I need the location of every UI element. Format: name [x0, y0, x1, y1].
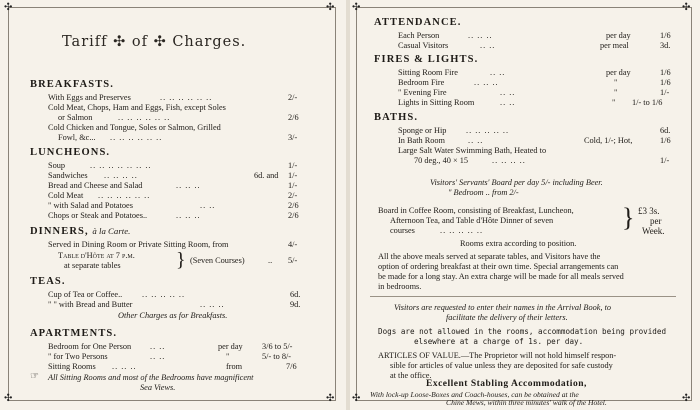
table-dhote-line: Table d'Hôte at 7 p.m. [58, 251, 135, 260]
fires-price: 1/6 [660, 68, 671, 77]
fires-item: Lights in Sitting Room [398, 98, 475, 107]
leader-dots: .. .. [468, 136, 484, 145]
rooms-extra: Rooms extra according to position. [460, 239, 577, 248]
apartment-price: 5/- to 8/- [262, 352, 292, 361]
luncheon-item: Cold Meat [48, 191, 84, 200]
tea-price: 6d. [290, 290, 301, 299]
leader-dots: .. .. .. [176, 181, 201, 190]
leader-dots: .. .. .. .. .. [142, 290, 186, 299]
board-price: per [650, 216, 662, 226]
leader-dots: .. .. .. [176, 211, 201, 220]
apartments-heading: APARTMENTS. [30, 328, 118, 339]
notes-text: in bedrooms. [378, 282, 422, 291]
fires-unit: " [614, 78, 618, 87]
apartment-item: Sitting Rooms [48, 362, 96, 371]
attendance-heading: ATTENDANCE. [374, 17, 462, 28]
breakfasts-heading: BREAKFASTS. [30, 79, 114, 90]
servants-board: Visitors' Servants' Board per day 5/- including Beer. [430, 178, 603, 187]
apartment-item: Bedroom for One Person [48, 342, 132, 351]
attendance-unit: per meal [600, 41, 629, 50]
dinner-price: 5/- [288, 256, 298, 265]
right-page [350, 0, 700, 410]
board-price: Week. [642, 226, 665, 236]
brace: } [622, 203, 635, 232]
luncheon-price: 2/6 [288, 211, 299, 220]
attendance-price: 1/6 [660, 31, 671, 40]
leader-dots: .. .. .. .. .. .. [110, 133, 163, 142]
leader-dots: .. .. .. [200, 300, 225, 309]
luncheons-heading: LUNCHEONS. [30, 147, 111, 158]
breakfast-item: or Salmon [58, 113, 93, 122]
table-dhote-courses: (Seven Courses) [190, 256, 245, 265]
leader-dots: .. .. .. .. .. .. [118, 113, 171, 122]
stabling-line: With lock-up Loose-Boxes and Coach-houses, can be obtained at the [370, 390, 579, 399]
tea-price: 9d. [290, 300, 301, 309]
fires-item: Sitting Room Fire [398, 68, 458, 77]
stabling-line: Chine Mews, within three minutes' walk of the Hotel. [446, 398, 607, 407]
attendance-price: 3d. [660, 41, 671, 50]
luncheon-item: Soup [48, 161, 66, 170]
leader-dots: .. .. .. .. .. [440, 226, 484, 235]
notes-text: be made for a long stay. An extra charge will be made for all meals served [378, 272, 624, 281]
corner-ornament: ✣ [352, 393, 361, 404]
fires-price: 1/- [660, 88, 670, 97]
apartment-price: 7/6 [286, 362, 297, 371]
fires-heading: FIRES & LIGHTS. [374, 54, 479, 65]
visitors-note: Visitors are requested to enter their names in the Arrival Book, to [394, 303, 612, 312]
leader-dots: .. .. .. .. .. [466, 126, 510, 135]
dinners-heading-suffix: à la Carte. [92, 226, 131, 236]
breakfast-price: 2/- [288, 93, 298, 102]
leader-dots: .. .. .. .. .. .. .. [90, 161, 152, 170]
leader-dots: .. .. [150, 342, 166, 351]
apartment-unit: per day [218, 342, 243, 351]
leader-dots: .. .. .. [112, 362, 137, 371]
fires-price: 1/- to 1/6 [632, 98, 663, 107]
breakfast-item: Cold Meat, Chops, Ham and Eggs, Fish, except Soles [48, 103, 226, 112]
tea-item: " " with Bread and Butter [48, 300, 133, 309]
leader-dots: .. .. .. [474, 78, 499, 87]
apartment-unit: " [226, 352, 230, 361]
baths-unit: Cold, 1/-; Hot, [584, 136, 633, 145]
board-price: £3 3s. [638, 206, 660, 216]
corner-ornament: ✣ [4, 2, 13, 13]
articles-label: ARTICLES OF VALUE. [378, 351, 461, 360]
corner-ornament: ✣ [682, 393, 691, 404]
board-text: courses [390, 226, 415, 235]
breakfast-price: 3/- [288, 133, 298, 142]
breakfast-item: With Eggs and Preserves [48, 93, 131, 102]
tariff-title: Tariff ✣ of ✣ Charges. [62, 34, 247, 50]
baths-item: Sponge or Hip [398, 126, 447, 135]
dinner-price: 4/- [288, 240, 298, 249]
leader-dots: .. .. .. .. [104, 171, 138, 180]
table-dhote-line: at separate tables [64, 261, 121, 270]
baths-item: Large Salt Water Swimming Bath, Heated to [398, 146, 547, 155]
leader-dots: .. .. [150, 352, 166, 361]
apartments-note: All Sitting Rooms and most of the Bedrooms have magnificent [48, 373, 254, 382]
notes-text: All the above meals served at separate tables, and Visitors have the [378, 252, 601, 261]
leader-dots: .. .. [480, 41, 496, 50]
luncheon-price: 2/6 [288, 201, 299, 210]
luncheon-item: Bread and Cheese and Salad [48, 181, 143, 190]
attendance-item: Casual Visitors [398, 41, 449, 50]
attendance-unit: per day [606, 31, 631, 40]
stabling-heading: Excellent Stabling Accommodation, [426, 379, 587, 389]
fires-price: 1/6 [660, 78, 671, 87]
leader-dots: .. .. .. .. .. .. [160, 93, 213, 102]
baths-heading: BATHS. [374, 112, 419, 123]
corner-ornament: ✣ [326, 393, 335, 404]
leader-dots: .. .. [490, 68, 506, 77]
dogs-note: elsewhere at a charge of 1s. per day. [414, 337, 584, 346]
divider [370, 296, 676, 297]
leader-dots: .. .. [500, 88, 516, 97]
breakfast-item: Cold Chicken and Tongue, Soles or Salmon, Grilled [48, 123, 221, 132]
left-page [0, 0, 346, 410]
corner-ornament: ✣ [326, 2, 335, 13]
teas-note: Other Charges as for Breakfasts. [118, 311, 228, 320]
visitors-note: facilitate the delivery of their letters. [446, 313, 568, 322]
fires-item: Bedroom Fire [398, 78, 445, 87]
leader-dots: .. .. .. .. [492, 156, 526, 165]
servants-bedroom: " Bedroom .. from 2/- [448, 188, 519, 197]
baths-price: 1/- [660, 156, 670, 165]
luncheon-price: 1/- [288, 181, 298, 190]
fires-unit: " [612, 98, 616, 107]
articles-text [378, 351, 616, 361]
breakfast-price: 2/6 [288, 113, 299, 122]
leader-dots: .. .. .. [468, 31, 493, 40]
leader-dots: .. .. .. .. .. .. [98, 191, 151, 200]
fires-unit: per day [606, 68, 631, 77]
dinner-item: Served in Dining Room or Private Sitting Room, from [48, 240, 229, 249]
dinners-heading-text: DINNERS, [30, 226, 89, 237]
teas-heading: TEAS. [30, 276, 66, 287]
corner-ornament: ✣ [682, 2, 691, 13]
fires-unit: " [614, 88, 618, 97]
baths-price: 6d. [660, 126, 671, 135]
baths-item: 70 deg., 40 × 15 [414, 156, 468, 165]
luncheon-item: Chops or Steak and Potatoes.. [48, 211, 148, 220]
articles-line: at the office. [390, 371, 432, 380]
baths-item: In Bath Room [398, 136, 446, 145]
luncheon-item: " with Salad and Potatoes [48, 201, 133, 210]
apartment-price: 3/6 to 5/- [262, 342, 293, 351]
dinners-heading [30, 226, 130, 237]
apartments-note: Sea Views. [140, 383, 176, 392]
baths-price: 1/6 [660, 136, 671, 145]
dogs-note: Dogs are not allowed in the rooms, accommodation being provided [378, 327, 667, 336]
luncheon-note: 6d. and [254, 171, 279, 180]
fires-item: " Evening Fire [398, 88, 447, 97]
leader-dots: .. .. [200, 201, 216, 210]
apartment-item: " for Two Persons [48, 352, 108, 361]
articles-line: sible for articles of value unless they are deposited for safe custody [390, 361, 613, 370]
luncheon-price: 1/- [288, 161, 298, 170]
brace: } [176, 249, 186, 271]
leader-dots: .. [268, 256, 273, 265]
board-text: Afternoon Tea, and Table d'Hôte Dinner of seven [390, 216, 554, 225]
corner-ornament: ✣ [352, 2, 361, 13]
luncheon-price: 2/- [288, 191, 298, 200]
leader-dots: .. .. [500, 98, 516, 107]
notes-text: option of ordering breakfast at their own time. Special arrangements can [378, 262, 619, 271]
attendance-item: Each Person [398, 31, 440, 40]
apartment-unit: from [226, 362, 243, 371]
luncheon-price: 1/- [288, 171, 298, 180]
pointing-hand-icon: ☞ [30, 371, 39, 382]
corner-ornament: ✣ [4, 393, 13, 404]
board-text: Board in Coffee Room, consisting of Breakfast, Luncheon, [378, 206, 574, 215]
luncheon-item: Sandwiches [48, 171, 88, 180]
articles-line: —The Proprietor will not hold himself respon- [460, 351, 617, 360]
tea-item: Cup of Tea or Coffee.. [48, 290, 123, 299]
breakfast-item: Fowl, &c... [58, 133, 96, 142]
